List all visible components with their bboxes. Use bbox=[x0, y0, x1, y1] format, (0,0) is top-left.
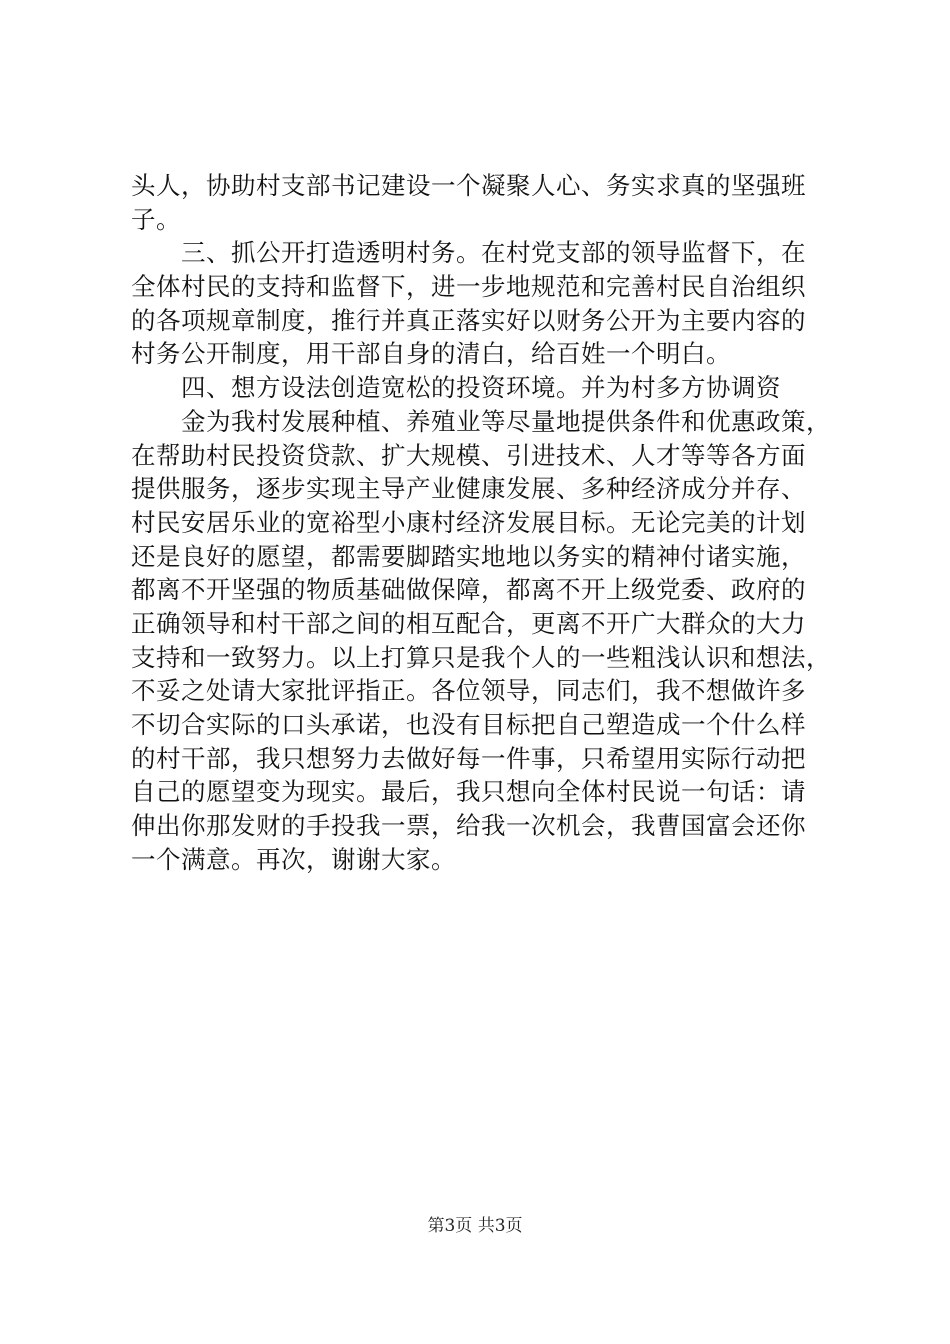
text-line: 全体村民的支持和监督下，进一步地规范和完善村民自治组织 bbox=[131, 272, 806, 302]
text-line: 村务公开制度，用干部自身的清白，给百姓一个明白。 bbox=[131, 339, 731, 369]
text-line: 金为我村发展种植、养殖业等尽量地提供条件和优惠政策， bbox=[131, 406, 831, 436]
page-number: 第3页 共3页 bbox=[427, 1216, 523, 1236]
text-line: 的村干部，我只想努力去做好每一件事，只希望用实际行动把 bbox=[131, 743, 806, 773]
text-line: 四、想方设法创造宽松的投资环境。并为村多方协调资 bbox=[131, 373, 781, 403]
text-line: 一个满意。再次，谢谢大家。 bbox=[131, 844, 456, 874]
text-line: 提供服务，逐步实现主导产业健康发展、多种经济成分并存、 bbox=[131, 474, 806, 504]
text-line: 还是良好的愿望，都需要脚踏实地地以务实的精神付诸实施， bbox=[131, 541, 806, 571]
text-line: 三、抓公开打造透明村务。在村党支部的领导监督下，在 bbox=[131, 238, 806, 268]
text-line: 伸出你那发财的手投我一票，给我一次机会，我曹国富会还你 bbox=[131, 811, 806, 841]
text-line: 自己的愿望变为现实。最后，我只想向全体村民说一句话：请 bbox=[131, 777, 806, 807]
text-line: 正确领导和村干部之间的相互配合，更离不开广大群众的大力 bbox=[131, 608, 806, 638]
text-line: 子。 bbox=[131, 204, 181, 234]
page-footer bbox=[0, 1215, 950, 1237]
text-line: 村民安居乐业的宽裕型小康村经济发展目标。无论完美的计划 bbox=[131, 507, 806, 537]
text-line: 都离不开坚强的物质基础做保障，都离不开上级党委、政府的 bbox=[131, 575, 806, 605]
body-text bbox=[131, 169, 851, 876]
text-line: 不切合实际的口头承诺，也没有目标把自己塑造成一个什么样 bbox=[131, 710, 806, 739]
text-line: 支持和一致努力。以上打算只是我个人的一些粗浅认识和想法， bbox=[131, 642, 831, 672]
text-line: 的各项规章制度，推行并真正落实好以财务公开为主要内容的 bbox=[131, 305, 806, 335]
text-line: 在帮助村民投资贷款、扩大规模、引进技术、人才等等各方面 bbox=[131, 440, 806, 470]
text-line: 头人，协助村支部书记建设一个凝聚人心、务实求真的坚强班 bbox=[131, 171, 806, 200]
text-line: 不妥之处请大家批评指正。各位领导，同志们，我不想做许多 bbox=[131, 676, 806, 706]
